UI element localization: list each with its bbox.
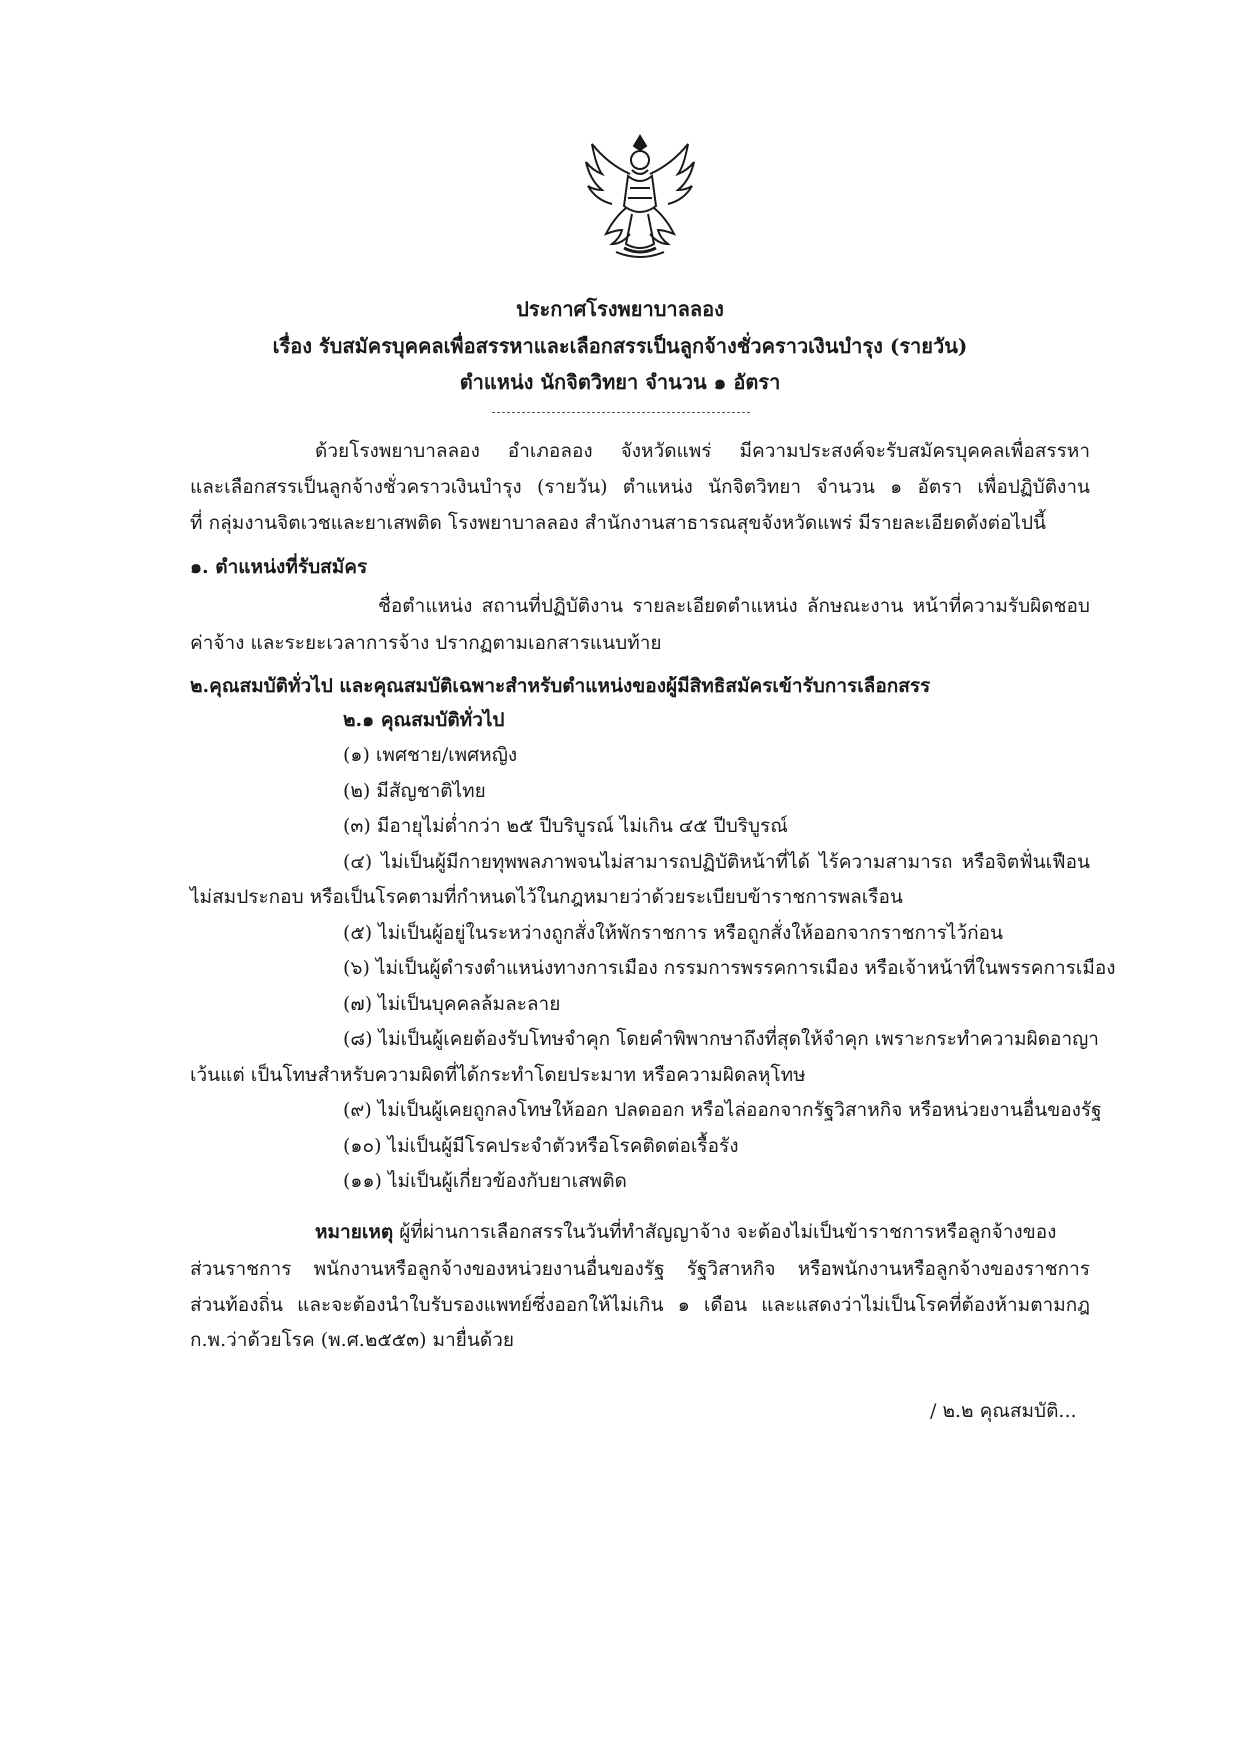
section1-line: ค่าจ้าง และระยะเวลาการจ้าง ปรากฏตามเอกสารแนบท้าย [190, 632, 662, 654]
garuda-emblem-icon [580, 130, 700, 260]
page-continuation: / ๒.๒ คุณสมบัติ... [930, 1400, 1077, 1422]
qualification-item-cont: เว้นแต่ เป็นโทษสำหรับความผิดที่ได้กระทำโดยประมาท หรือความผิดลหุโทษ [190, 1064, 806, 1086]
qualification-item: (๑๑) ไม่เป็นผู้เกี่ยวข้องกับยาเสพติด [343, 1170, 627, 1192]
note-text: ผู้ที่ผ่านการเลือกสรรในวันที่ทำสัญญาจ้าง จะต้องไม่เป็นข้าราชการหรือลูกจ้างของ [393, 1221, 1057, 1243]
qualification-item: (๑) เพศชาย/เพศหญิง [343, 744, 518, 766]
section2-heading: ๒.คุณสมบัติทั่วไป และคุณสมบัติเฉพาะสำหรับตำแหน่งของผู้มีสิทธิสมัครเข้ารับการเลือกสรร [190, 675, 931, 697]
note-line: ส่วนท้องถิ่น และจะต้องนำใบรับรองแพทย์ซึ่งออกให้ไม่เกิน ๑ เดือน และแสดงว่าไม่เป็นโรคที่ต้องห้ามตามกฎ [190, 1294, 1090, 1316]
separator-line [492, 412, 750, 413]
intro-line: ด้วยโรงพยาบาลลอง อำเภอลอง จังหวัดแพร่ มีความประสงค์จะรับสมัครบุคคลเพื่อสรรหา [315, 440, 1090, 462]
note-first-line [315, 1219, 1090, 1245]
qualification-item-cont: ไม่สมประกอบ หรือเป็นโรคตามที่กำหนดไว้ในกฎหมายว่าด้วยระเบียบข้าราชการพลเรือน [190, 886, 903, 908]
announcement-subject: เรื่อง รับสมัครบุคคลเพื่อสรรหาและเลือกสรรเป็นลูกจ้างชั่วคราวเงินบำรุง (รายวัน) [272, 334, 968, 358]
qualification-item: (๑๐) ไม่เป็นผู้มีโรคประจำตัวหรือโรคติดต่อเรื้อรัง [343, 1135, 739, 1157]
note-line: ก.พ.ว่าด้วยโรค (พ.ศ.๒๕๕๓) มายื่นด้วย [190, 1329, 515, 1351]
qualification-item: (๔) ไม่เป็นผู้มีกายทุพพลภาพจนไม่สามารถปฏิบัติหน้าที่ได้ ไร้ความสามารถ หรือจิตฟั่นเฟือน [343, 851, 1090, 873]
section2-subheading: ๒.๑ คุณสมบัติทั่วไป [343, 709, 505, 731]
note-label: หมายเหตุ [315, 1221, 394, 1243]
section1-line: ชื่อตำแหน่ง สถานที่ปฏิบัติงาน รายละเอียดตำแหน่ง ลักษณะงาน หน้าที่ความรับผิดชอบ [378, 595, 1090, 617]
qualification-item: (๘) ไม่เป็นผู้เคยต้องรับโทษจำคุก โดยคำพิพากษาถึงที่สุดให้จำคุก เพราะกระทำความผิดอาญา [343, 1028, 1099, 1050]
qualification-item: (๗) ไม่เป็นบุคคลล้มละลาย [343, 993, 561, 1015]
qualification-item: (๕) ไม่เป็นผู้อยู่ในระหว่างถูกสั่งให้พักราชการ หรือถูกสั่งให้ออกจากราชการไว้ก่อน [343, 922, 1003, 944]
announcement-title: ประกาศโรงพยาบาลลอง [516, 297, 724, 321]
announcement-position: ตำแหน่ง นักจิตวิทยา จำนวน ๑ อัตรา [459, 370, 781, 394]
qualification-item: (๙) ไม่เป็นผู้เคยถูกลงโทษให้ออก ปลดออก หรือไล่ออกจากรัฐวิสาหกิจ หรือหน่วยงานอื่นของรัฐ [343, 1099, 1102, 1121]
qualification-item: (๒) มีสัญชาติไทย [343, 780, 486, 802]
qualification-item: (๖) ไม่เป็นผู้ดำรงตำแหน่งทางการเมือง กรรมการพรรคการเมือง หรือเจ้าหน้าที่ในพรรคการเมือง [343, 957, 1116, 979]
qualification-item: (๓) มีอายุไม่ต่ำกว่า ๒๕ ปีบริบูรณ์ ไม่เกิน ๔๕ ปีบริบูรณ์ [343, 815, 788, 837]
section1-heading: ๑. ตำแหน่งที่รับสมัคร [190, 556, 368, 578]
intro-line: และเลือกสรรเป็นลูกจ้างชั่วคราวเงินบำรุง (รายวัน) ตำแหน่ง นักจิตวิทยา จำนวน ๑ อัตรา เพื่อปฏิบัติงาน [190, 476, 1090, 498]
note-line: ส่วนราชการ พนักงานหรือลูกจ้างของหน่วยงานอื่นของรัฐ รัฐวิสาหกิจ หรือพนักงานหรือลูกจ้างของราชการ [190, 1258, 1090, 1280]
intro-line: ที่ กลุ่มงานจิตเวชและยาเสพติด โรงพยาบาลลอง สำนักงานสาธารณสุขจังหวัดแพร่ มีรายละเอียดดังต่อไปนี้ [190, 512, 1047, 534]
